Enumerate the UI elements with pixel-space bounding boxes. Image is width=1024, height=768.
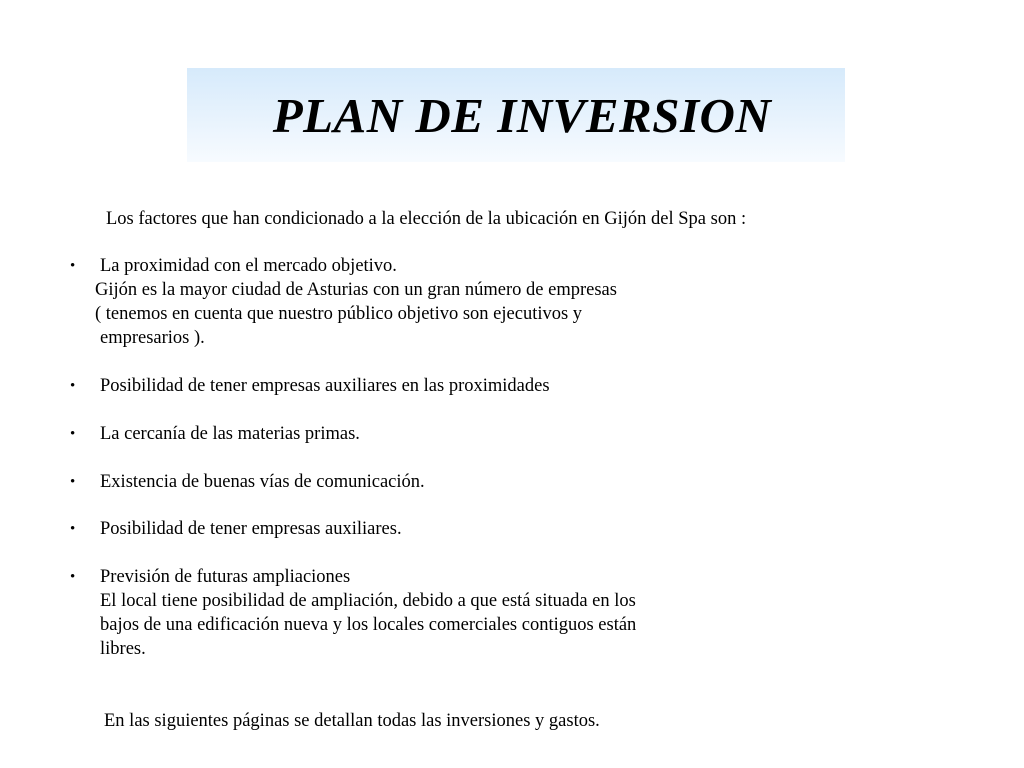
list-item-detail: ( tenemos en cuenta que nuestro público objetivo son ejecutivos y (95, 304, 583, 324)
list-item-detail: Gijón es la mayor ciudad de Asturias con un gran número de empresas (95, 280, 617, 300)
bullet-icon: • (70, 521, 76, 537)
list-item-heading: Existencia de buenas vías de comunicación. (100, 472, 425, 492)
list-item-detail: libres. (100, 639, 146, 659)
list-item-heading: Previsión de futuras ampliaciones (100, 567, 351, 587)
closing-text: En las siguientes páginas se detallan todas las inversiones y gastos. (104, 711, 600, 731)
bullet-icon: • (70, 569, 76, 585)
list-item-detail: bajos de una edificación nueva y los locales comerciales contiguos están (100, 615, 637, 635)
page-title: PLAN DE INVERSION (272, 87, 772, 143)
list-item-heading: La cercanía de las materias primas. (100, 424, 360, 444)
bullet-icon: • (70, 474, 76, 490)
intro-text: Los factores que han condicionado a la elección de la ubicación en Gijón del Spa son : (106, 209, 747, 229)
bullet-icon: • (70, 258, 76, 274)
list-item-detail: empresarios ). (100, 328, 205, 348)
list-item-detail: El local tiene posibilidad de ampliación, debido a que está situada en los (100, 591, 636, 611)
list-item-heading: La proximidad con el mercado objetivo. (100, 256, 397, 276)
bullet-icon: • (70, 378, 76, 394)
list-item-heading: Posibilidad de tener empresas auxiliares. (100, 519, 402, 539)
bullet-icon: • (70, 426, 76, 442)
title-banner (187, 68, 845, 162)
list-item-heading: Posibilidad de tener empresas auxiliares en las proximidades (100, 376, 550, 396)
